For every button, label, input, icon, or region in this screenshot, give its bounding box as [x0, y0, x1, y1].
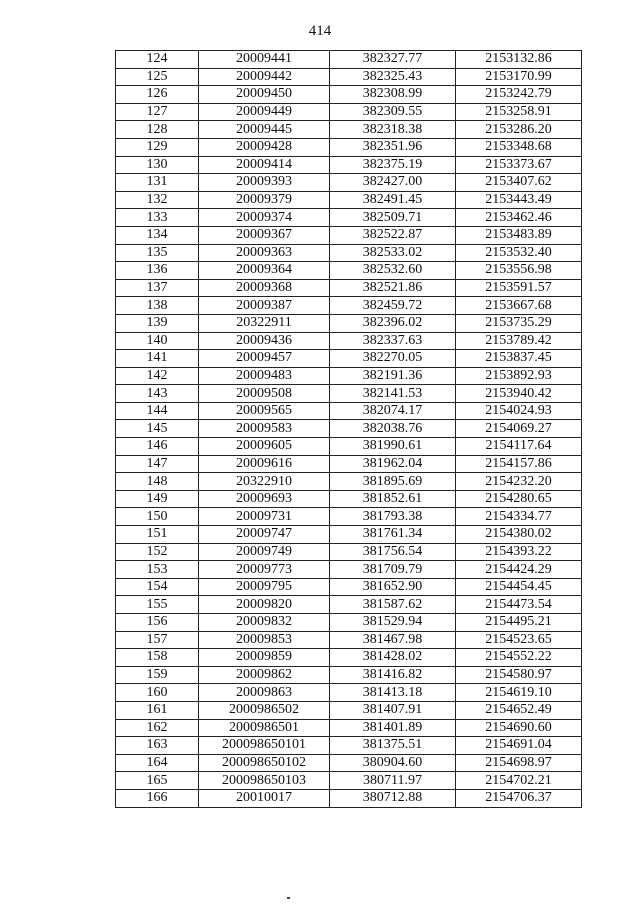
x-coordinate-cell: 381990.61 — [330, 438, 456, 456]
row-index-cell: 159 — [116, 666, 199, 684]
y-coordinate-cell: 2153407.62 — [456, 174, 582, 192]
table-row — [116, 68, 582, 86]
row-index-cell: 153 — [116, 561, 199, 579]
x-coordinate-cell: 382533.02 — [330, 244, 456, 262]
row-index-cell: 148 — [116, 473, 199, 491]
row-index-cell: 140 — [116, 332, 199, 350]
row-index-cell: 156 — [116, 614, 199, 632]
y-coordinate-cell: 2153940.42 — [456, 385, 582, 403]
table-row — [116, 244, 582, 262]
table-row — [116, 561, 582, 579]
y-coordinate-cell: 2154652.49 — [456, 701, 582, 719]
y-coordinate-cell: 2153258.91 — [456, 103, 582, 121]
y-coordinate-cell: 2153735.29 — [456, 314, 582, 332]
point-id-cell: 20009583 — [199, 420, 330, 438]
point-id-cell: 20009693 — [199, 490, 330, 508]
table-row — [116, 473, 582, 491]
y-coordinate-cell: 2154334.77 — [456, 508, 582, 526]
y-coordinate-cell: 2154619.10 — [456, 684, 582, 702]
point-id-cell: 20009414 — [199, 156, 330, 174]
row-index-cell: 124 — [116, 51, 199, 69]
point-id-cell: 20009820 — [199, 596, 330, 614]
point-id-cell: 200098650103 — [199, 772, 330, 790]
y-coordinate-cell: 2153667.68 — [456, 297, 582, 315]
point-id-cell: 20009832 — [199, 614, 330, 632]
row-index-cell: 146 — [116, 438, 199, 456]
row-index-cell: 132 — [116, 191, 199, 209]
x-coordinate-cell: 381413.18 — [330, 684, 456, 702]
x-coordinate-cell: 382491.45 — [330, 191, 456, 209]
y-coordinate-cell: 2153789.42 — [456, 332, 582, 350]
table-row — [116, 191, 582, 209]
row-index-cell: 154 — [116, 578, 199, 596]
row-index-cell: 155 — [116, 596, 199, 614]
table-row — [116, 420, 582, 438]
row-index-cell: 136 — [116, 262, 199, 280]
row-index-cell: 149 — [116, 490, 199, 508]
table-row — [116, 367, 582, 385]
x-coordinate-cell: 382308.99 — [330, 86, 456, 104]
y-coordinate-cell: 2153556.98 — [456, 262, 582, 280]
x-coordinate-cell: 380904.60 — [330, 754, 456, 772]
table-row — [116, 402, 582, 420]
point-id-cell: 20009483 — [199, 367, 330, 385]
table-row — [116, 596, 582, 614]
x-coordinate-cell: 382459.72 — [330, 297, 456, 315]
x-coordinate-cell: 382337.63 — [330, 332, 456, 350]
point-id-cell: 20009773 — [199, 561, 330, 579]
x-coordinate-cell: 381709.79 — [330, 561, 456, 579]
table-row — [116, 262, 582, 280]
table-row — [116, 490, 582, 508]
point-id-cell: 200098650101 — [199, 737, 330, 755]
point-id-cell: 20009450 — [199, 86, 330, 104]
point-id-cell: 20009428 — [199, 138, 330, 156]
x-coordinate-cell: 381895.69 — [330, 473, 456, 491]
point-id-cell: 20009508 — [199, 385, 330, 403]
y-coordinate-cell: 2154454.45 — [456, 578, 582, 596]
row-index-cell: 130 — [116, 156, 199, 174]
x-coordinate-cell: 381401.89 — [330, 719, 456, 737]
x-coordinate-cell: 381375.51 — [330, 737, 456, 755]
row-index-cell: 164 — [116, 754, 199, 772]
x-coordinate-cell: 382327.77 — [330, 51, 456, 69]
x-coordinate-cell: 381428.02 — [330, 649, 456, 667]
y-coordinate-cell: 2154495.21 — [456, 614, 582, 632]
y-coordinate-cell: 2154157.86 — [456, 455, 582, 473]
point-id-cell: 20009616 — [199, 455, 330, 473]
table-row — [116, 138, 582, 156]
y-coordinate-cell: 2154580.97 — [456, 666, 582, 684]
y-coordinate-cell: 2154024.93 — [456, 402, 582, 420]
point-id-cell: 2000986502 — [199, 701, 330, 719]
point-id-cell: 20009795 — [199, 578, 330, 596]
x-coordinate-cell: 382270.05 — [330, 350, 456, 368]
y-coordinate-cell: 2154380.02 — [456, 526, 582, 544]
y-coordinate-cell: 2153483.89 — [456, 226, 582, 244]
row-index-cell: 126 — [116, 86, 199, 104]
row-index-cell: 163 — [116, 737, 199, 755]
x-coordinate-cell: 381761.34 — [330, 526, 456, 544]
x-coordinate-cell: 382074.17 — [330, 402, 456, 420]
point-id-cell: 20009436 — [199, 332, 330, 350]
y-coordinate-cell: 2154424.29 — [456, 561, 582, 579]
table-row — [116, 614, 582, 632]
point-id-cell: 20009747 — [199, 526, 330, 544]
coordinates-table-body — [116, 51, 582, 808]
point-id-cell: 20009364 — [199, 262, 330, 280]
row-index-cell: 125 — [116, 68, 199, 86]
point-id-cell: 20009731 — [199, 508, 330, 526]
y-coordinate-cell: 2153286.20 — [456, 121, 582, 139]
y-coordinate-cell: 2154691.04 — [456, 737, 582, 755]
table-row — [116, 508, 582, 526]
row-index-cell: 165 — [116, 772, 199, 790]
row-index-cell: 135 — [116, 244, 199, 262]
point-id-cell: 20009859 — [199, 649, 330, 667]
point-id-cell: 20009387 — [199, 297, 330, 315]
point-id-cell: 20009853 — [199, 631, 330, 649]
x-coordinate-cell: 380712.88 — [330, 789, 456, 807]
table-row — [116, 455, 582, 473]
x-coordinate-cell: 382309.55 — [330, 103, 456, 121]
point-id-cell: 20009449 — [199, 103, 330, 121]
table-row — [116, 51, 582, 69]
x-coordinate-cell: 381793.38 — [330, 508, 456, 526]
table-row — [116, 543, 582, 561]
x-coordinate-cell: 381756.54 — [330, 543, 456, 561]
y-coordinate-cell: 2153242.79 — [456, 86, 582, 104]
row-index-cell: 142 — [116, 367, 199, 385]
point-id-cell: 20009457 — [199, 350, 330, 368]
y-coordinate-cell: 2154393.22 — [456, 543, 582, 561]
table-row — [116, 385, 582, 403]
x-coordinate-cell: 382532.60 — [330, 262, 456, 280]
x-coordinate-cell: 381416.82 — [330, 666, 456, 684]
row-index-cell: 138 — [116, 297, 199, 315]
table-row — [116, 332, 582, 350]
table-row — [116, 156, 582, 174]
table-row — [116, 86, 582, 104]
row-index-cell: 128 — [116, 121, 199, 139]
point-id-cell: 20009862 — [199, 666, 330, 684]
row-index-cell: 131 — [116, 174, 199, 192]
table-row — [116, 103, 582, 121]
y-coordinate-cell: 2154690.60 — [456, 719, 582, 737]
point-id-cell: 20009379 — [199, 191, 330, 209]
point-id-cell: 20009605 — [199, 438, 330, 456]
y-coordinate-cell: 2154069.27 — [456, 420, 582, 438]
y-coordinate-cell: 2153591.57 — [456, 279, 582, 297]
row-index-cell: 129 — [116, 138, 199, 156]
row-index-cell: 145 — [116, 420, 199, 438]
y-coordinate-cell: 2154232.20 — [456, 473, 582, 491]
y-coordinate-cell: 2153373.67 — [456, 156, 582, 174]
table-row — [116, 526, 582, 544]
table-row — [116, 754, 582, 772]
table-row — [116, 209, 582, 227]
y-coordinate-cell: 2154702.21 — [456, 772, 582, 790]
x-coordinate-cell: 380711.97 — [330, 772, 456, 790]
table-row — [116, 789, 582, 807]
table-row — [116, 314, 582, 332]
y-coordinate-cell: 2153837.45 — [456, 350, 582, 368]
x-coordinate-cell: 381529.94 — [330, 614, 456, 632]
table-row — [116, 226, 582, 244]
y-coordinate-cell: 2153170.99 — [456, 68, 582, 86]
coordinates-table — [115, 50, 582, 808]
row-index-cell: 151 — [116, 526, 199, 544]
y-coordinate-cell: 2154698.97 — [456, 754, 582, 772]
x-coordinate-cell: 382521.86 — [330, 279, 456, 297]
point-id-cell: 2000986501 — [199, 719, 330, 737]
y-coordinate-cell: 2153348.68 — [456, 138, 582, 156]
point-id-cell: 20009565 — [199, 402, 330, 420]
x-coordinate-cell: 382522.87 — [330, 226, 456, 244]
x-coordinate-cell: 381852.61 — [330, 490, 456, 508]
point-id-cell: 20009442 — [199, 68, 330, 86]
scan-mark — [287, 897, 290, 899]
row-index-cell: 144 — [116, 402, 199, 420]
point-id-cell: 20009863 — [199, 684, 330, 702]
row-index-cell: 141 — [116, 350, 199, 368]
x-coordinate-cell: 382509.71 — [330, 209, 456, 227]
point-id-cell: 20322910 — [199, 473, 330, 491]
point-id-cell: 20009368 — [199, 279, 330, 297]
x-coordinate-cell: 381587.62 — [330, 596, 456, 614]
table-row — [116, 279, 582, 297]
x-coordinate-cell: 381652.90 — [330, 578, 456, 596]
x-coordinate-cell: 382396.02 — [330, 314, 456, 332]
point-id-cell: 20009445 — [199, 121, 330, 139]
x-coordinate-cell: 381467.98 — [330, 631, 456, 649]
table-row — [116, 666, 582, 684]
table-row — [116, 649, 582, 667]
table-row — [116, 121, 582, 139]
x-coordinate-cell: 381407.91 — [330, 701, 456, 719]
y-coordinate-cell: 2153462.46 — [456, 209, 582, 227]
point-id-cell: 20009367 — [199, 226, 330, 244]
y-coordinate-cell: 2154280.65 — [456, 490, 582, 508]
point-id-cell: 20009393 — [199, 174, 330, 192]
point-id-cell: 20009749 — [199, 543, 330, 561]
row-index-cell: 143 — [116, 385, 199, 403]
x-coordinate-cell: 382191.36 — [330, 367, 456, 385]
point-id-cell: 20009374 — [199, 209, 330, 227]
x-coordinate-cell: 382375.19 — [330, 156, 456, 174]
table-row — [116, 174, 582, 192]
x-coordinate-cell: 381962.04 — [330, 455, 456, 473]
row-index-cell: 137 — [116, 279, 199, 297]
y-coordinate-cell: 2154552.22 — [456, 649, 582, 667]
point-id-cell: 20322911 — [199, 314, 330, 332]
table-row — [116, 297, 582, 315]
y-coordinate-cell: 2154117.64 — [456, 438, 582, 456]
point-id-cell: 200098650102 — [199, 754, 330, 772]
y-coordinate-cell: 2154473.54 — [456, 596, 582, 614]
row-index-cell: 157 — [116, 631, 199, 649]
row-index-cell: 147 — [116, 455, 199, 473]
row-index-cell: 127 — [116, 103, 199, 121]
table-row — [116, 719, 582, 737]
table-row — [116, 438, 582, 456]
page-number: 414 — [308, 23, 332, 39]
y-coordinate-cell: 2154523.65 — [456, 631, 582, 649]
row-index-cell: 139 — [116, 314, 199, 332]
table-row — [116, 578, 582, 596]
y-coordinate-cell: 2154706.37 — [456, 789, 582, 807]
row-index-cell: 166 — [116, 789, 199, 807]
table-row — [116, 631, 582, 649]
point-id-cell: 20009441 — [199, 51, 330, 69]
table-row — [116, 350, 582, 368]
x-coordinate-cell: 382141.53 — [330, 385, 456, 403]
point-id-cell: 20010017 — [199, 789, 330, 807]
y-coordinate-cell: 2153132.86 — [456, 51, 582, 69]
point-id-cell: 20009363 — [199, 244, 330, 262]
y-coordinate-cell: 2153443.49 — [456, 191, 582, 209]
x-coordinate-cell: 382351.96 — [330, 138, 456, 156]
table-row — [116, 737, 582, 755]
row-index-cell: 160 — [116, 684, 199, 702]
table-row — [116, 684, 582, 702]
x-coordinate-cell: 382038.76 — [330, 420, 456, 438]
x-coordinate-cell: 382325.43 — [330, 68, 456, 86]
y-coordinate-cell: 2153532.40 — [456, 244, 582, 262]
y-coordinate-cell: 2153892.93 — [456, 367, 582, 385]
row-index-cell: 162 — [116, 719, 199, 737]
row-index-cell: 161 — [116, 701, 199, 719]
row-index-cell: 150 — [116, 508, 199, 526]
row-index-cell: 152 — [116, 543, 199, 561]
x-coordinate-cell: 382318.38 — [330, 121, 456, 139]
row-index-cell: 158 — [116, 649, 199, 667]
row-index-cell: 134 — [116, 226, 199, 244]
table-row — [116, 772, 582, 790]
x-coordinate-cell: 382427.00 — [330, 174, 456, 192]
row-index-cell: 133 — [116, 209, 199, 227]
table-row — [116, 701, 582, 719]
